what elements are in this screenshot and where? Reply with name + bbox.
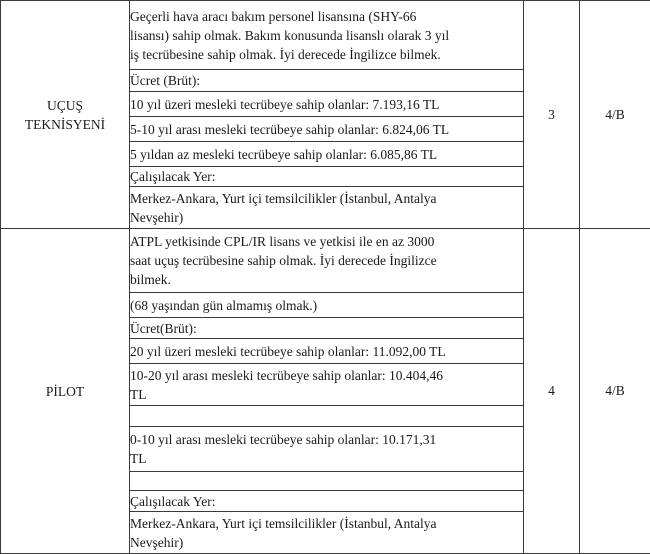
salary-label: Ücret (Brüt): [130,70,524,92]
position-grade: 4/B [580,229,650,554]
position-title: UÇUŞ TEKNİSYENİ [1,1,130,229]
location-cell: Merkez-Ankara, Yurt içi temsilcilikler (İstanbul, Antalya Nevşehir) [130,512,524,554]
age-note: (68 yaşından gün almamış olmak.) [130,293,524,318]
salary-tier: 10 yıl üzeri mesleki tecrübeye sahip olanlar: 7.193,16 TL [130,92,524,117]
position-count: 4 [524,229,580,554]
salary-label: Ücret(Brüt): [130,318,524,339]
location-cell: Merkez-Ankara, Yurt içi temsilcilikler (İstanbul, Antalya Nevşehir) [130,187,524,229]
spacer-cell [130,406,524,427]
requirement-cell: ATPL yetkisinde CPL/IR lisans ve yetkisi ile en az 3000 saat uçuş tecrübesine sahip olmak. İyi derecede İngilizce bilmek. [130,229,524,293]
salary-tier: 20 yıl üzeri mesleki tecrübeye sahip olanlar: 11.092,00 TL [130,339,524,364]
position-count: 3 [524,1,580,229]
location-label: Çalışılacak Yer: [130,491,524,512]
salary-tier: 0-10 yıl arası mesleki tecrübeye sahip olanlar: 10.171,31 TL [130,427,524,472]
position-grade: 4/B [580,1,650,229]
salary-tier: 5 yıldan az mesleki tecrübeye sahip olanlar: 6.085,86 TL [130,142,524,167]
salary-tier: 10-20 yıl arası mesleki tecrübeye sahip olanlar: 10.404,46 TL [130,364,524,406]
table-row [1,229,650,293]
salary-tier: 5-10 yıl arası mesleki tecrübeye sahip olanlar: 6.824,06 TL [130,117,524,142]
spacer-cell [130,472,524,491]
location-label: Çalışılacak Yer: [130,167,524,187]
table-row [1,1,650,70]
requirement-cell: Geçerli hava aracı bakım personel lisansına (SHY-66 lisansı) sahip olmak. Bakım konusunda lisanslı olarak 3 yıl iş tecrübesine sahip olmak. İyi derecede İngilizce bilmek. [130,1,524,70]
position-title: PİLOT [1,229,130,554]
